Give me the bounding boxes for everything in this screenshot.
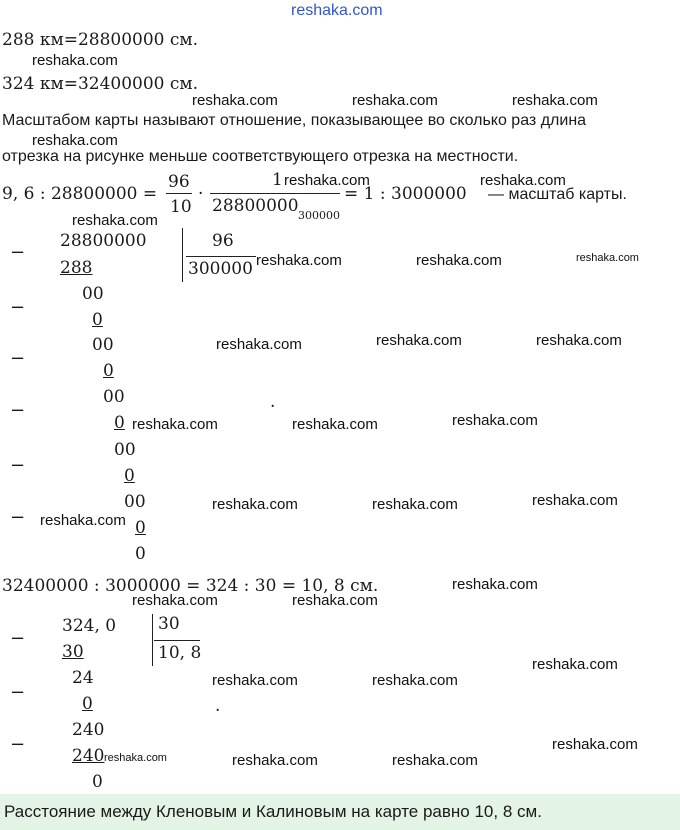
division-step: 24 (72, 668, 94, 688)
minus-sign: − (10, 400, 26, 421)
site-header[interactable]: reshaka.com (291, 2, 383, 19)
definition-line-1: Масштабом карты называют отношение, показывающее во сколько раз длина (2, 112, 587, 129)
minus-sign: − (10, 297, 26, 318)
stray-dot: . (215, 696, 221, 716)
km-conversion-2: 324 км=32400000 см. (2, 74, 199, 94)
dividend: 28800000 (60, 231, 147, 251)
watermark: reshaka.com (284, 172, 370, 189)
watermark: reshaka.com (532, 656, 618, 673)
division-step: 0 (135, 544, 146, 564)
watermark: reshaka.com (104, 752, 167, 764)
division-step: 0 (82, 694, 93, 714)
fraction-1-denominator: 10 (170, 197, 192, 217)
watermark: reshaka.com (512, 92, 598, 109)
watermark: reshaka.com (536, 332, 622, 349)
watermark: reshaka.com (576, 252, 639, 264)
watermark: reshaka.com (132, 416, 218, 433)
watermark: reshaka.com (392, 752, 478, 769)
minus-sign: − (10, 507, 26, 528)
minus-sign: − (10, 734, 26, 755)
fraction-2-subscript: 300000 (298, 209, 340, 222)
divisor: 30 (158, 614, 180, 634)
watermark: reshaka.com (372, 672, 458, 689)
division-step: 0 (103, 361, 114, 381)
watermark: reshaka.com (376, 332, 462, 349)
answer-banner (0, 794, 680, 830)
division-step: 0 (135, 518, 146, 538)
watermark: reshaka.com (232, 752, 318, 769)
watermark: reshaka.com (480, 172, 566, 189)
dividend: 324, 0 (62, 616, 117, 636)
watermark: reshaka.com (292, 592, 378, 609)
fraction-1-numerator: 96 (168, 172, 190, 192)
multiply-dot: · (198, 184, 204, 204)
watermark: reshaka.com (532, 492, 618, 509)
division-bar-vertical (152, 614, 153, 666)
fraction-1-bar (166, 193, 192, 194)
watermark: reshaka.com (372, 496, 458, 513)
watermark: reshaka.com (132, 592, 218, 609)
watermark: reshaka.com (32, 52, 118, 69)
division-step: 00 (92, 335, 114, 355)
watermark: reshaka.com (352, 92, 438, 109)
watermark: reshaka.com (452, 412, 538, 429)
division-step: 30 (62, 642, 84, 662)
minus-sign: − (10, 628, 26, 649)
watermark: reshaka.com (292, 416, 378, 433)
division-step: 00 (82, 284, 104, 304)
minus-sign: − (10, 682, 26, 703)
division-step: 0 (92, 772, 103, 792)
division-step: 0 (114, 413, 125, 433)
watermark: reshaka.com (40, 512, 126, 529)
division-step: 00 (114, 440, 136, 460)
division-bar-horizontal (186, 256, 256, 257)
stray-dot: . (270, 392, 276, 412)
minus-sign: − (10, 242, 26, 263)
watermark: reshaka.com (416, 252, 502, 269)
division-bar-horizontal (154, 640, 200, 641)
division-step: 288 (60, 258, 93, 278)
quotient: 300000 (188, 259, 253, 279)
watermark: reshaka.com (216, 336, 302, 353)
watermark: reshaka.com (32, 132, 118, 149)
divisor: 96 (212, 231, 234, 251)
definition-line-2: отрезка на рисунке меньше соответствующего отрезка на местности. (2, 148, 519, 165)
minus-sign: − (10, 455, 26, 476)
answer-text: Расстояние между Кленовым и Калиновым на карте равно 10, 8 см. (4, 802, 542, 821)
fraction-2-numerator: 1 (272, 170, 283, 190)
watermark: reshaka.com (72, 212, 158, 229)
division-step: 00 (124, 492, 146, 512)
km-conversion-1: 288 км=28800000 см. (2, 30, 199, 50)
distance-equation: 32400000 : 3000000 = 324 : 30 = 10, 8 см. (2, 576, 379, 596)
division-step: 0 (92, 310, 103, 330)
watermark: reshaka.com (552, 736, 638, 753)
scale-eq-lhs: 9, 6 : 28800000 = (2, 184, 158, 204)
watermark: reshaka.com (212, 496, 298, 513)
scale-eq-tail: — масштаб карты. (488, 186, 627, 203)
division-step: 240 (72, 746, 105, 766)
minus-sign: − (10, 348, 26, 369)
division-bar-vertical (182, 228, 183, 282)
watermark: reshaka.com (212, 672, 298, 689)
watermark: reshaka.com (452, 576, 538, 593)
fraction-2-bar (210, 193, 340, 194)
division-step: 0 (124, 466, 135, 486)
scale-eq-rhs: = 1 : 3000000 (344, 184, 467, 204)
fraction-2-denominator: 28800000 (212, 196, 299, 216)
watermark: reshaka.com (256, 252, 342, 269)
division-step: 240 (72, 720, 105, 740)
quotient: 10, 8 (158, 643, 202, 663)
division-step: 00 (103, 387, 125, 407)
watermark: reshaka.com (192, 92, 278, 109)
